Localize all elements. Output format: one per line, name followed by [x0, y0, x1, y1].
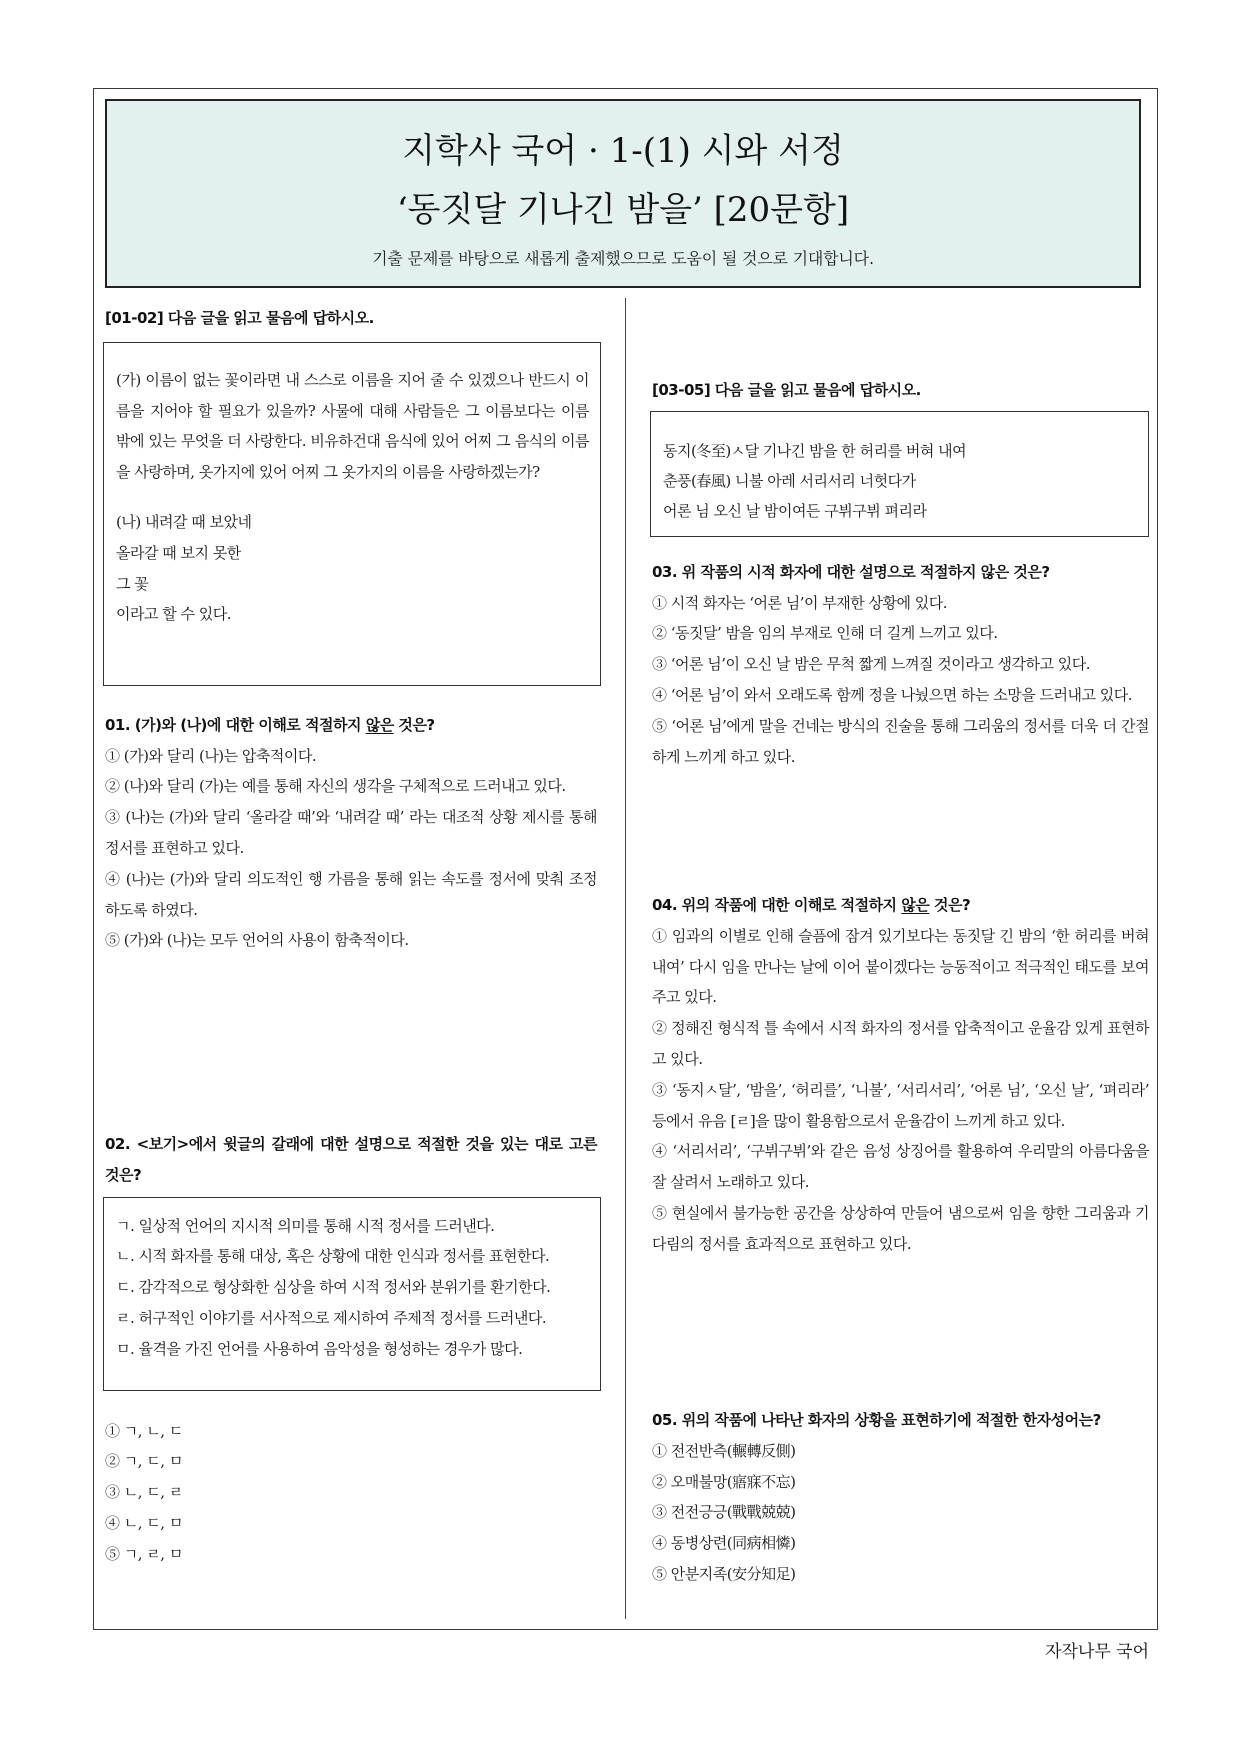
answer-choices	[105, 1416, 597, 1570]
passage-box	[103, 342, 601, 686]
question-stem: 05. 위의 작품에 나타난 화자의 상황을 표현하기에 적절한 한자성어는?	[652, 1411, 1101, 1429]
bogi-item: ㅁ. 율격을 가진 언어를 사용하여 음악성을 형성하는 경우가 많다.	[116, 1339, 523, 1358]
question-stem: 02. <보기>에서 윗글의 갈래에 대한 설명으로 적절한 것을 있는 대로 고른 것은?	[105, 1135, 597, 1184]
question-02	[105, 1129, 597, 1570]
emphasis-underline: 않은	[365, 715, 394, 734]
answer-choice: ② 정해진 형식적 틀 속에서 시적 화자의 정서를 압축적이고 운율감 있게 표현하고 있다.	[652, 1019, 1149, 1068]
left-column-top	[105, 303, 597, 956]
answer-choice: ① (가)와 달리 (나)는 압축적이다.	[105, 746, 317, 765]
answer-choice: ① 시적 화자는 ‘어론 님’이 부재한 상황에 있다.	[652, 593, 948, 612]
answer-choice: ③ 전전긍긍(戰戰兢兢)	[652, 1503, 796, 1522]
emphasis-underline: 않은	[901, 896, 930, 914]
answer-choice: ② ‘동짓달’ 밤을 임의 부재로 인해 더 길게 느끼고 있다.	[652, 624, 998, 643]
answer-choice: ③ (나)는 (가)와 달리 ‘올라갈 때’와 ‘내려갈 때’ 라는 대조적 상황 제시를 통해 정서를 표현하고 있다.	[105, 808, 597, 857]
question-stem	[652, 890, 1149, 921]
answer-choice: ③ ㄴ, ㄷ, ㄹ	[105, 1483, 183, 1502]
footer-label: 자작나무 국어	[1045, 1642, 1149, 1662]
bogi-item: ㄱ. 일상적 언어의 지시적 의미를 통해 시적 정서를 드러낸다.	[116, 1216, 495, 1235]
passage-na-line: 그 꽃	[116, 574, 149, 593]
passage-na-line: 이라고 할 수 있다.	[116, 605, 232, 624]
bogi-item: ㄷ. 감각적으로 형상화한 심상을 하여 시적 정서와 분위기를 환기한다.	[116, 1278, 551, 1297]
answer-choice: ⑤ ‘어론 님’에게 말을 건네는 방식의 진술을 통해 그리움의 정서를 더욱 더 간절하게 느끼게 하고 있다.	[652, 716, 1149, 766]
instruction-01-02: [01-02] 다음 글을 읽고 물음에 답하시오.	[105, 309, 374, 327]
title-line-1: 지학사 국어 · 1-(1) 시와 서정	[402, 131, 844, 171]
answer-choice: ④ ‘서리서리’, ‘구뷔구뷔’와 같은 음성 상징어를 활용하여 우리말의 아름다움을 잘 살려서 노래하고 있다.	[652, 1142, 1149, 1192]
stem-text: 01. (가)와 (나)에 대한 이해로 적절하지	[105, 715, 366, 734]
passage-ga: (가) 이름이 없는 꽃이라면 내 스스로 이름을 지어 줄 수 있겠으나 반드시 이름을 지어야 할 필요가 있을까? 사물에 대해 사람들은 그 이름보다는 이름 밖에 있는 무엇을 더 사랑한다. 비유하건대 음식에 있어 어찌 그 음식의 이름을 사랑하며, 옷가지에 있어 어찌 그 옷가지의 이름을 사랑하겠는가?	[116, 370, 589, 482]
column-divider	[625, 298, 626, 1619]
question-stem: 03. 위 작품의 시적 화자에 대한 설명으로 적절하지 않은 것은?	[652, 562, 1050, 581]
sijo-line: 어론 님 오신 날 밤이여든 구뷔구뷔 펴리라	[663, 501, 927, 520]
answer-choice: ② ㄱ, ㄷ, ㅁ	[105, 1452, 183, 1471]
stem-text: 것은?	[393, 715, 435, 734]
answer-choice: ④ (나)는 (가)와 달리 의도적인 행 가름을 통해 읽는 속도를 정서에 맞춰 조정하도록 하였다.	[105, 869, 597, 919]
answer-choice: ③ ‘동지ㅅ달’, ‘밤을’, ‘허리를’, ‘니불’, ‘서리서리’, ‘어론 님’, ‘오신 날’, ‘펴리라’ 등에서 유음 [ㄹ]을 많이 활용함으로서 운율감이 느끼게 하고 있다.	[652, 1080, 1149, 1130]
passage-na-line: 올라갈 때 보지 못한	[116, 543, 241, 562]
question-03	[652, 557, 1149, 773]
question-stem	[105, 710, 597, 741]
bogi-box	[103, 1197, 601, 1391]
sijo-line: 동지(冬至)ㅅ달 기나긴 밤을 한 허리를 버혀 내여	[663, 441, 967, 460]
question-01	[105, 710, 597, 956]
passage-na	[116, 507, 589, 630]
answer-choice: ⑤ 현실에서 불가능한 공간을 상상하여 만들어 냄으로써 임을 향한 그리움과 기다림의 정서를 효과적으로 표현하고 있다.	[652, 1203, 1149, 1253]
answer-choice: ④ ‘어론 님’이 와서 오래도록 함께 정을 나눴으면 하는 소망을 드러내고 있다.	[652, 685, 1132, 704]
sijo-box	[650, 411, 1149, 537]
right-column-top	[652, 375, 1149, 772]
stem-text: 04. 위의 작품에 대한 이해로 적절하지	[652, 896, 902, 914]
answer-choice: ① 임과의 이별로 인해 슬픔에 잠겨 있기보다는 동짓달 긴 밤의 ‘한 허리를 버혀 내여’ 다시 임을 만나는 날에 이어 붙이겠다는 능동적이고 적극적인 태도를 보여 주고 있다.	[652, 926, 1149, 1007]
title-line-2: ‘동짓달 기나긴 밤을’ [20문항]	[396, 190, 850, 230]
answer-choice: ③ ‘어론 님’이 오신 날 밤은 무척 짧게 느껴질 것이라고 생각하고 있다.	[652, 655, 1090, 674]
title-description: 기출 문제를 바탕으로 새롭게 출제했으므로 도움이 될 것으로 기대합니다.	[372, 249, 874, 268]
answer-choice: ② 오매불망(寤寐不忘)	[652, 1472, 796, 1491]
answer-choice: ① 전전반측(輾轉反側)	[652, 1441, 796, 1460]
answer-choice: ① ㄱ, ㄴ, ㄷ	[105, 1421, 183, 1440]
bogi-item: ㄴ. 시적 화자를 통해 대상, 혹은 상황에 대한 인식과 정서를 표현한다.	[116, 1247, 550, 1266]
answer-choice: ④ ㄴ, ㄷ, ㅁ	[105, 1513, 183, 1532]
answer-choice: ② (나)와 달리 (가)는 예를 통해 자신의 생각을 구체적으로 드러내고 있다.	[105, 777, 566, 796]
bogi-item: ㄹ. 허구적인 이야기를 서사적으로 제시하여 주제적 정서를 드러낸다.	[116, 1308, 547, 1327]
instruction-03-05: [03-05] 다음 글을 읽고 물음에 답하시오.	[652, 381, 921, 399]
question-05	[652, 1405, 1149, 1590]
answer-choice: ⑤ (가)와 (나)는 모두 언어의 사용이 함축적이다.	[105, 931, 409, 950]
passage-na-line: (나) 내려갈 때 보았네	[116, 512, 252, 531]
answer-choice: ⑤ ㄱ, ㄹ, ㅁ	[105, 1544, 183, 1563]
stem-text: 것은?	[929, 896, 971, 914]
sijo-line: 춘풍(春風) 니불 아레 서리서리 너헛다가	[663, 471, 916, 490]
question-04	[652, 890, 1149, 1260]
answer-choice: ⑤ 안분지족(安分知足)	[652, 1564, 796, 1583]
title-banner	[105, 99, 1141, 288]
answer-choice: ④ 동병상련(同病相憐)	[652, 1534, 796, 1553]
